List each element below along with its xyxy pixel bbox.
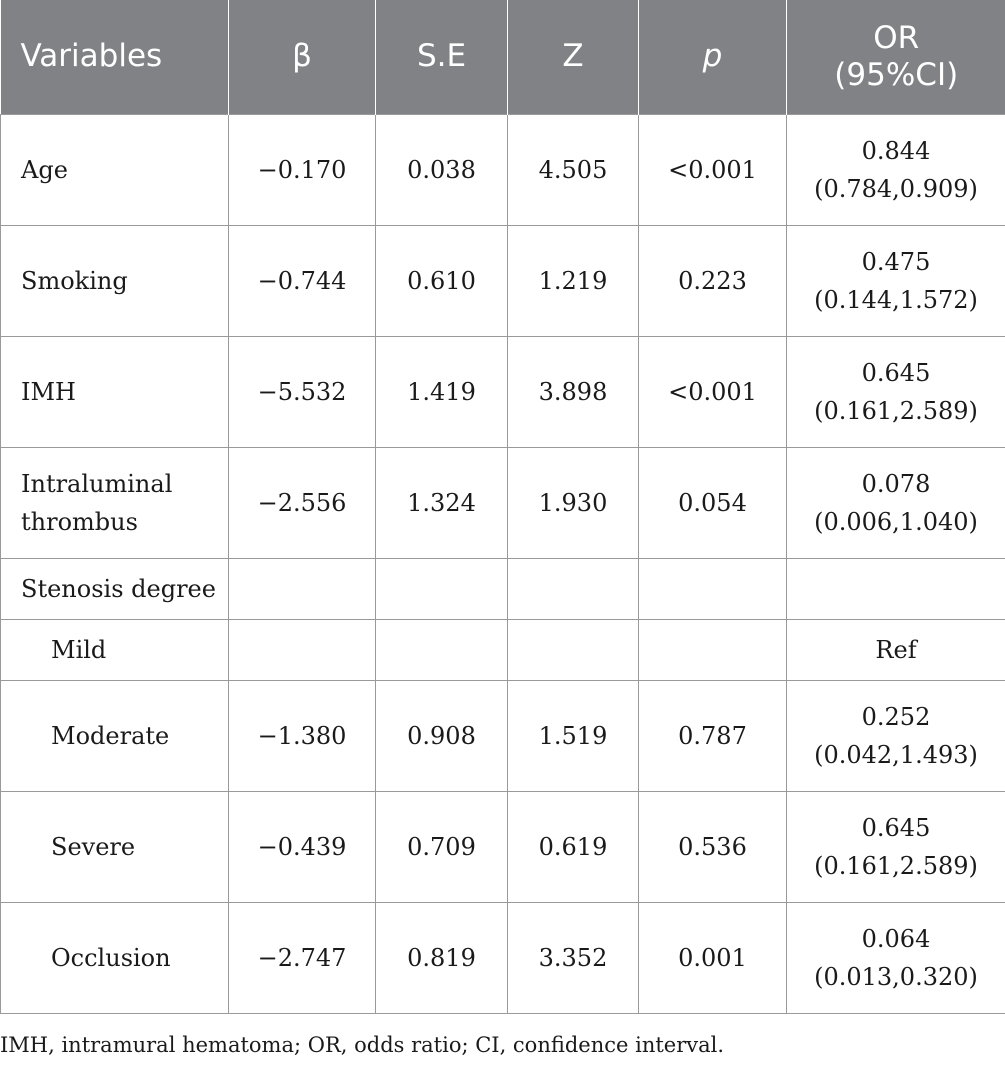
cell-ci: (0.161,2.589) [814,397,978,425]
cell-beta [229,559,376,620]
cell-variable: Occlusion [1,903,229,1014]
cell-se [376,559,508,620]
cell-z: 1.930 [508,448,639,559]
cell-z: 3.352 [508,903,639,1014]
cell-variable: Smoking [1,226,229,337]
table-footnote: IMH, intramural hematoma; OR, odds ratio; CI, confidence interval. [0,1033,725,1057]
cell-or-ci: Ref [787,620,1005,681]
cell-se: 0.709 [376,792,508,903]
cell-se: 0.038 [376,115,508,226]
cell-beta: −2.747 [229,903,376,1014]
cell-or-ci [787,559,1005,620]
header-or-line1: OR [873,19,920,56]
cell-or-ci [787,226,1005,337]
cell-z: 3.898 [508,337,639,448]
cell-or: 0.475 [861,247,931,276]
header-z: Z [508,0,639,115]
cell-or: 0.844 [861,136,931,165]
cell-variable: IMH [1,337,229,448]
header-variables: Variables [1,0,229,115]
cell-p: 0.536 [639,792,787,903]
table-row [1,792,1005,903]
cell-variable-line2: thrombus [21,508,138,536]
cell-se: 0.908 [376,681,508,792]
table-row [1,620,1005,681]
cell-or-ci [787,681,1005,792]
table-row [1,337,1005,448]
header-or-line2: (95%CI) [834,57,959,93]
cell-variable: Moderate [1,681,229,792]
cell-z [508,559,639,620]
cell-or-ci [787,115,1005,226]
cell-se: 1.419 [376,337,508,448]
cell-se [376,620,508,681]
table-row [1,681,1005,792]
cell-p: 0.001 [639,903,787,1014]
cell-or: 0.645 [861,813,931,842]
cell-p [639,559,787,620]
cell-beta: −0.439 [229,792,376,903]
cell-p: 0.223 [639,226,787,337]
cell-ci: (0.006,1.040) [814,508,978,536]
cell-ci: (0.042,1.493) [814,741,978,769]
table-header-row [1,0,1005,115]
cell-or-ci [787,337,1005,448]
cell-ci: (0.144,1.572) [814,286,978,314]
header-beta: β [229,0,376,115]
cell-z: 4.505 [508,115,639,226]
cell-or-ci [787,903,1005,1014]
table-row [1,448,1005,559]
cell-variable: Age [1,115,229,226]
cell-p: <0.001 [639,337,787,448]
cell-variable: Mild [1,620,229,681]
cell-beta: −0.170 [229,115,376,226]
cell-or: 0.252 [861,702,931,731]
cell-or: 0.078 [861,469,931,498]
header-or-ci [787,0,1005,115]
cell-z: 0.619 [508,792,639,903]
cell-ci: (0.161,2.589) [814,852,978,880]
table-row-group-header [1,559,1005,620]
cell-variable-line1: Intraluminal [21,469,173,498]
header-p: p [639,0,787,115]
cell-p: 0.787 [639,681,787,792]
table-row [1,226,1005,337]
cell-variable: Severe [1,792,229,903]
cell-variable: Stenosis degree [1,559,229,620]
header-se: S.E [376,0,508,115]
cell-p: <0.001 [639,115,787,226]
cell-beta: −5.532 [229,337,376,448]
cell-se: 0.819 [376,903,508,1014]
cell-variable [1,448,229,559]
cell-or-ci [787,448,1005,559]
cell-beta: −0.744 [229,226,376,337]
cell-se: 0.610 [376,226,508,337]
cell-or: 0.064 [861,924,931,953]
cell-p [639,620,787,681]
cell-or: 0.645 [861,358,931,387]
cell-z [508,620,639,681]
cell-se: 1.324 [376,448,508,559]
cell-z: 1.219 [508,226,639,337]
table-row [1,903,1005,1014]
cell-beta: −2.556 [229,448,376,559]
cell-z: 1.519 [508,681,639,792]
cell-p: 0.054 [639,448,787,559]
cell-ci: (0.013,0.320) [814,963,978,991]
cell-beta: −1.380 [229,681,376,792]
cell-ci: (0.784,0.909) [814,175,978,203]
cell-or-ci [787,792,1005,903]
table-row [1,115,1005,226]
cell-beta [229,620,376,681]
